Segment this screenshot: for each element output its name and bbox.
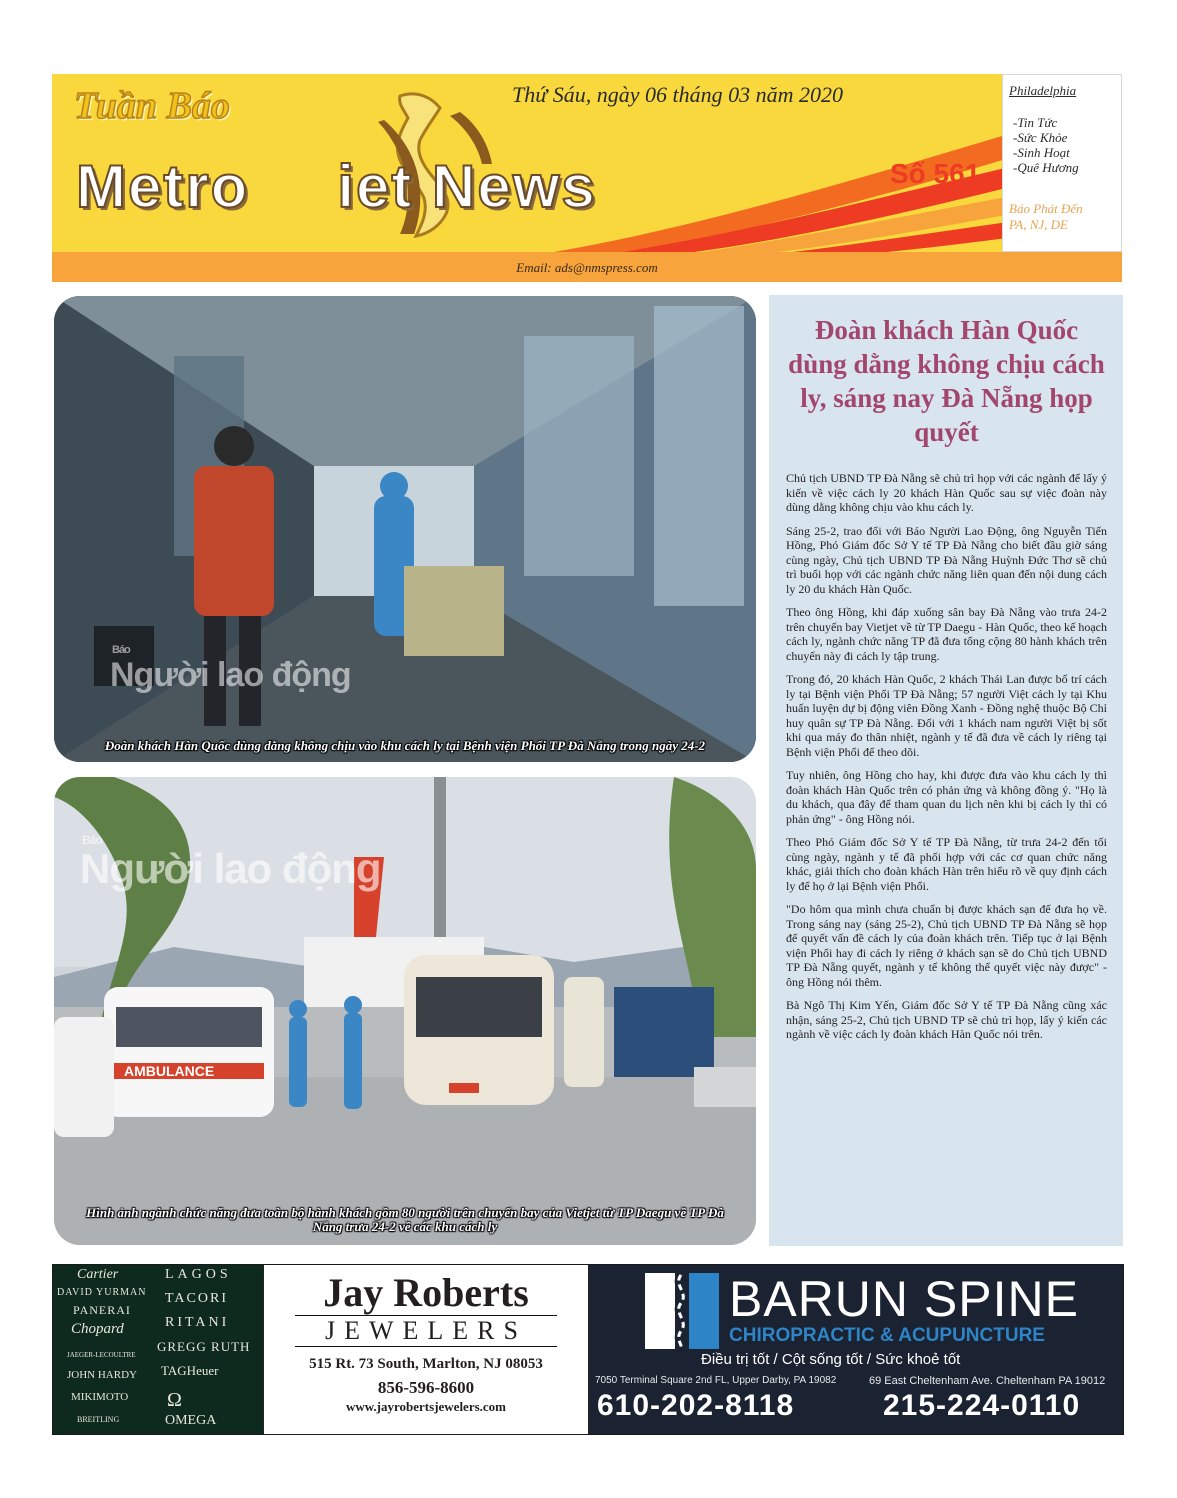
jay-phone: 856-596-8600	[377, 1378, 475, 1397]
jay-name: Jay Roberts	[323, 1270, 529, 1315]
brand-logo: Cartier	[77, 1267, 119, 1282]
brand-logo: TACORI	[165, 1291, 228, 1306]
brand-logo: BREITLING	[77, 1415, 120, 1424]
article-paragraph: Trong đó, 20 khách Hàn Quốc, 2 khách Thái Lan được bố trí cách ly tại Bệnh viện Phổi TP Đà Nẵng; 57 người Việt cách ly tại Khu huấn luyện dự bị động viên Đồng Xanh - Đồng nghệ thuộc Bộ Chỉ huy quân sự TP Đà Nẵng. Đối với 1 khách nam người Việt bị sốt khi qua máy đo thân nhiệt, ngành y tế đã đưa về cách ly riêng tại Bệnh viện Phổi để theo dõi.	[786, 672, 1107, 759]
article-paragraph: Theo ông Hồng, khi đáp xuống sân bay Đà Nẵng vào trưa 24-2 trên chuyến bay Vietjet về từ TP Daegu - Hàn Quốc, theo kế hoạch cách ly, ngành chức năng TP đã đưa tổng cộng 80 hành khách trên chuyến này đi cách ly tập trung.	[786, 605, 1107, 663]
brand-logo: GREGG RUTH	[157, 1339, 251, 1354]
brand-logo: Chopard	[71, 1321, 124, 1337]
article-paragraph: Sáng 25-2, trao đổi với Báo Người Lao Động, ông Nguyễn Tiến Hồng, Phó Giám đốc Sở Y tế TP Đà Nẵng cho biết đầu giờ sáng cùng ngày, Chủ tịch UBND TP Đà Nẵng Huỳnh Đức Thơ sẽ chủ trì buổi họp với các ngành chức năng liên quan đến nội dung cách ly 20 du khách Hàn Quốc.	[786, 523, 1107, 596]
divider	[295, 1346, 557, 1347]
article-body	[786, 471, 1107, 1042]
masthead-title-right: iet News	[337, 153, 597, 220]
distribution-note	[1009, 201, 1115, 233]
distribution-line: Báo Phát Đến	[1009, 201, 1083, 216]
brand-logo: TAGHeuer	[161, 1363, 219, 1378]
barun-phone-1: 610-202-8118	[597, 1389, 795, 1422]
watermark-text: Người lao động	[110, 656, 351, 694]
barun-address-2: 69 East Cheltenham Ave. Cheltenham PA 19012	[869, 1375, 1106, 1387]
article-paragraph: Theo Phó Giám đốc Sở Y tế TP Đà Nẵng, từ trưa 24-2 đến tối cùng ngày, ngành y tế đã phối hợp với các cơ quan chức năng khác, giải thích cho đoàn khách Hàn trên hiểu rõ về quy định cách ly để họ ở lại Bệnh viện Phổi.	[786, 835, 1107, 893]
jay-sub: JEWELERS	[325, 1316, 527, 1345]
article	[769, 295, 1123, 1246]
barun-name: BARUN SPINE	[729, 1271, 1079, 1327]
issue-date: Thứ Sáu, ngày 06 tháng 03 năm 2020	[512, 82, 843, 107]
brand-logo: DAVID YURMAN	[57, 1287, 147, 1298]
article-headline: Đoàn khách Hàn Quốc dùng dằng không chịu cách ly, sáng nay Đà Nẵng họp quyết	[788, 315, 1105, 447]
section-item: -Quê Hương	[1013, 160, 1079, 175]
section-item: -Sức Khỏe	[1013, 130, 1068, 145]
masthead-banner	[52, 74, 1002, 252]
article-paragraph: "Do hôm qua mình chưa chuẩn bị được khách sạn để đưa họ về. Trong sáng nay (sáng 25-2), Chủ tịch UBND TP Đà Nẵng sẽ họp để quyết vấn đề cách ly của đoàn khách trên. Tiếp tục ở lại Bệnh viện Phổi hay đi cách ly riêng ở khách sạn sẽ do Chủ tịch UBND TP Đà Nẵng quyết, ngành y tế không thể quyết việc này được" - ông Hồng nói thêm.	[786, 902, 1107, 989]
watermark-small: Báo	[82, 833, 102, 847]
article-paragraph: Tuy nhiên, ông Hồng cho hay, khi được đưa vào khu cách ly thì đoàn khách Hàn Quốc trên có phản ứng và không đồng ý. "Họ là du khách, qua đây để tham quan du lịch nên khi bị cách ly thì có phản ứng" - ông Hồng nói.	[786, 768, 1107, 826]
masthead	[52, 74, 1122, 282]
jay-website-link[interactable]: www.jayrobertsjewelers.com	[345, 1399, 507, 1414]
photo-hospital-corridor	[54, 296, 756, 762]
masthead-sections	[1009, 115, 1115, 175]
brand-logo: LAGOS	[165, 1267, 232, 1282]
masthead-email: Email: ads@nmspress.com	[516, 260, 658, 275]
masthead-city: Philadelphia	[1009, 83, 1077, 98]
brand-logo: PANERAI	[73, 1303, 131, 1317]
masthead-title-left: Metro	[76, 153, 250, 220]
section-item: -Tin Tức	[1013, 115, 1058, 130]
brand-logo: OMEGA	[165, 1413, 217, 1428]
ambulance-label: AMBULANCE	[124, 1063, 215, 1079]
watermark-small: Báo	[112, 644, 130, 656]
spine-logo-icon	[645, 1273, 719, 1349]
ad-barun-spine[interactable]	[589, 1265, 1123, 1434]
masthead-sidebar	[1002, 74, 1122, 252]
issue-number: Số 561	[890, 158, 981, 189]
brand-logo: JOHN HARDY	[67, 1369, 137, 1381]
photo-airport-transfer	[54, 777, 756, 1245]
brand-logo: JAEGER-LECOULTRE	[67, 1351, 136, 1359]
distribution-line: PA, NJ, DE	[1009, 217, 1068, 232]
barun-tagline: Điều trị tốt / Cột sống tốt / Sức khoẻ tốt	[701, 1351, 961, 1368]
ad-jay-roberts[interactable]	[263, 1265, 589, 1434]
section-item: -Sinh Hoạt	[1013, 145, 1070, 160]
article-paragraph: Bà Ngô Thị Kim Yến, Giám đốc Sở Y tế TP Đà Nẵng cũng xác nhận, sáng 25-2, Chủ tịch UBND TP sẽ chủ trì họp, lấy ý kiến các ngành về việc cách ly đoàn khách Hàn Quốc nói trên.	[786, 998, 1107, 1041]
barun-subtitle: CHIROPRACTIC & ACUPUNCTURE	[729, 1325, 1045, 1346]
ad-strip	[52, 1264, 1124, 1435]
ad-brand-logos[interactable]	[53, 1265, 263, 1434]
barun-address-1: 7050 Terminal Square 2nd FL, Upper Darby, PA 19082	[595, 1375, 837, 1386]
jay-address: 515 Rt. 73 South, Marlton, NJ 08053	[309, 1356, 543, 1372]
masthead-label: Tuần Báo	[74, 85, 230, 127]
photo-watermark	[80, 833, 381, 893]
masthead-title	[76, 152, 597, 221]
photo-caption: Hình ảnh ngành chức năng đưa toàn bộ hành khách gồm 80 người trên chuyến bay của Vietjet từ TP Daegu về TP Đà Nẵng trưa 24-2 về các khu cách ly	[86, 1205, 724, 1234]
photo-caption: Đoàn khách Hàn Quốc dùng dằng không chịu vào khu cách ly tại Bệnh viện Phổi TP Đà Nẵng trong ngày 24-2	[104, 738, 706, 753]
brand-logo: MIKIMOTO	[71, 1391, 129, 1403]
photo-watermark	[110, 644, 351, 695]
brand-logo: RITANI	[165, 1315, 230, 1330]
barun-phone-2: 215-224-0110	[883, 1389, 1081, 1422]
omega-icon: Ω	[167, 1389, 182, 1411]
watermark-text: Người lao động	[80, 845, 381, 892]
article-paragraph: Chủ tịch UBND TP Đà Nẵng sẽ chủ trì họp với các ngành để lấy ý kiến về việc cách ly 20 khách Hàn Quốc sau sự việc đoàn này dùng dằng không chịu vào khu cách ly.	[786, 471, 1107, 514]
